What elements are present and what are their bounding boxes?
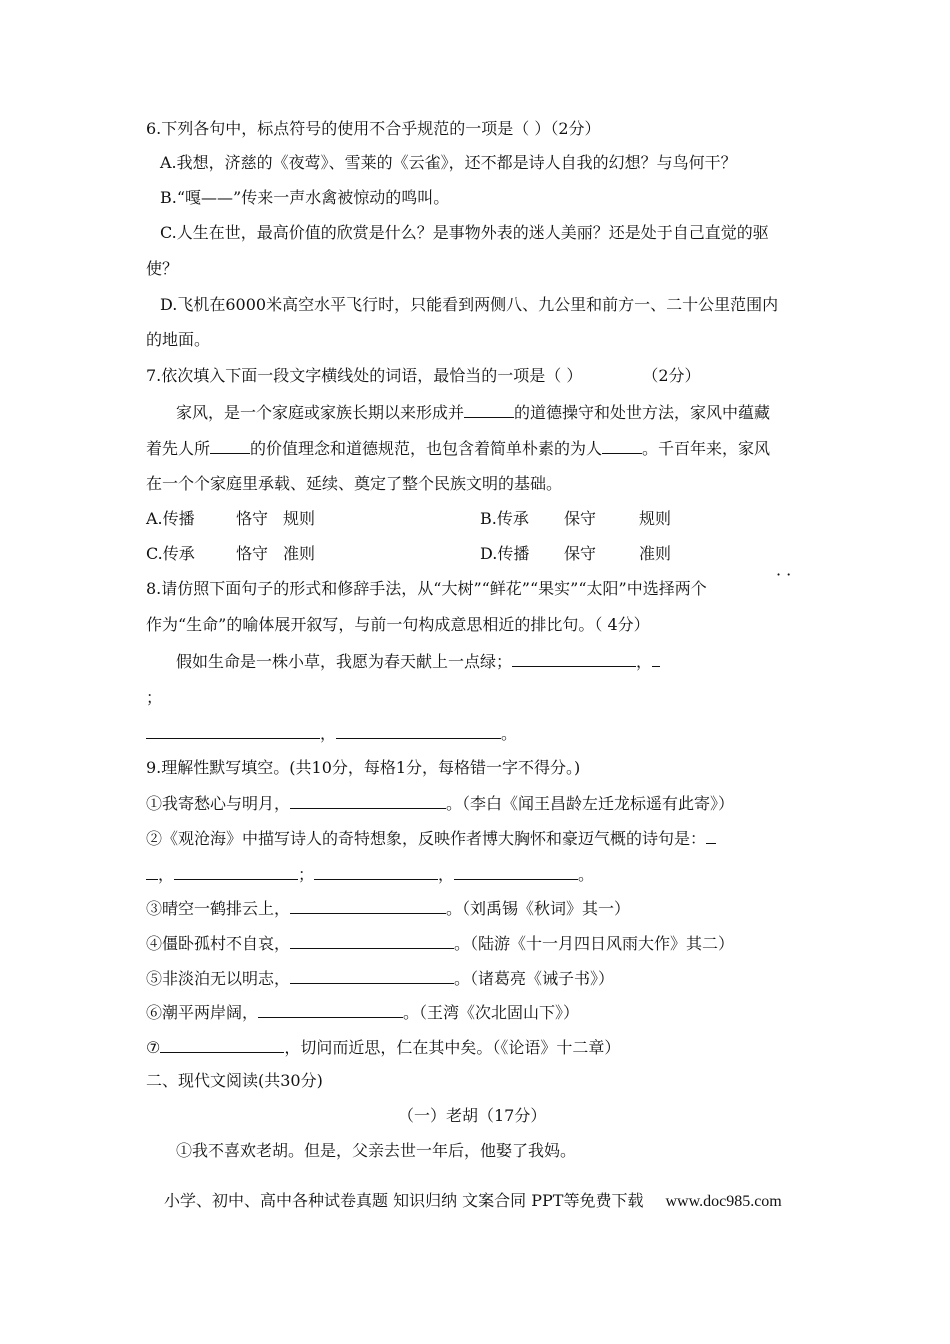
q8-line3 <box>146 722 517 745</box>
q8-blank-4[interactable] <box>336 722 501 739</box>
section-heading: 二、现代文阅读(共30分) <box>146 1071 323 1090</box>
emphasis-dots: · · <box>776 565 792 584</box>
q7-passage-line3: 在一个个家庭里承载、延续、奠定了整个民族文明的基础。 <box>146 474 563 493</box>
q9-item-1 <box>146 792 734 815</box>
option-label: A.传播 <box>146 509 195 528</box>
q9-item-7 <box>146 1036 620 1059</box>
q7-option-c <box>146 543 315 565</box>
q9-blank[interactable] <box>174 863 298 880</box>
punctuation: ； <box>298 865 315 884</box>
option-word: 规则 <box>639 509 672 528</box>
q9-item-2-answers <box>146 863 594 886</box>
q7-blank-3[interactable] <box>602 437 642 454</box>
q6-option-d-line1: D.飞机在6000米高空水平飞行时，只能看到两侧八、九公里和前方一、二十公里范围内 <box>160 295 779 314</box>
punctuation: ， <box>438 865 455 884</box>
footer-text: 小学、初中、高中各种试卷真题 知识归纳 文案合同 PPT等免费下载 <box>164 1191 644 1210</box>
q9-stem: 9.理解性默写填空。(共10分，每格1分，每格错一字不得分。) <box>146 758 581 777</box>
option-word: 准则 <box>639 544 672 563</box>
q7-passage-text: 家风，是一个家庭或家族长期以来形成并 <box>176 403 465 422</box>
q6-option-a: A.我想，济慈的《夜莺》、雪莱的《云雀》，还不都是诗人自我的幻想？与鸟何干？ <box>160 153 737 172</box>
q7-score: （2分） <box>642 366 701 385</box>
q7-stem-text: 7.依次填入下面一段文字横线处的词语，最恰当的一项是（ ） <box>146 366 583 385</box>
q9-blank[interactable] <box>258 1001 403 1018</box>
q9-blank[interactable] <box>290 897 446 914</box>
page-footer <box>164 1190 782 1213</box>
q8-blank-1[interactable] <box>512 650 636 667</box>
q8-blank-2[interactable] <box>652 650 660 667</box>
q7-passage-text: 。千百年来，家风 <box>642 439 771 458</box>
q9-item-2 <box>146 827 716 850</box>
q9-text: ④僵卧孤村不自哀， <box>146 934 291 953</box>
q7-stem <box>146 365 701 387</box>
option-word: 保守 <box>564 509 597 528</box>
q7-passage-text: 的价值理念和道德规范，也包含着简单朴素的为人 <box>250 439 603 458</box>
q7-option-a <box>146 508 315 530</box>
q7-passage-line2 <box>146 437 770 460</box>
q8-blank-3[interactable] <box>146 722 320 739</box>
footer-url[interactable]: www.doc985.com <box>665 1193 782 1210</box>
q9-text: 。（李白《闻王昌龄左迁龙标遥有此寄》） <box>446 794 735 813</box>
q8-stem-line2: 作为“生命”的喻体展开叙写，与前一句构成意思相近的排比句。（ 4分） <box>146 615 650 634</box>
q6-option-c-line2: 使？ <box>146 259 179 278</box>
option-word: 保守 <box>564 544 597 563</box>
q9-blank[interactable] <box>290 932 454 949</box>
q9-blank[interactable] <box>454 863 578 880</box>
q7-passage-text: 的道德操守和处世方法，家风中蕴藏 <box>514 403 771 422</box>
q9-text: 。（王湾《次北固山下》） <box>403 1003 580 1022</box>
q9-item-5 <box>146 967 614 990</box>
punctuation: 。 <box>578 865 595 884</box>
q7-option-d <box>480 543 671 565</box>
q9-blank[interactable] <box>160 1036 284 1053</box>
punctuation: 。 <box>501 724 518 743</box>
q8-semicolon: ； <box>146 688 163 707</box>
q9-text: ③晴空一鹤排云上， <box>146 899 291 918</box>
q9-text: ，切问而近思，仁在其中矣。（《论语》十二章） <box>284 1038 621 1057</box>
q7-passage-text: 着先人所 <box>146 439 211 458</box>
q9-text: ⑤非淡泊无以明志， <box>146 969 291 988</box>
option-label: D.传播 <box>480 544 530 563</box>
q7-blank-2[interactable] <box>210 437 250 454</box>
q9-blank[interactable] <box>290 967 454 984</box>
reading-paragraph-1: ①我不喜欢老胡。但是，父亲去世一年后，他娶了我妈。 <box>176 1141 577 1160</box>
q9-text: ⑥潮平两岸阔， <box>146 1003 259 1022</box>
q9-blank[interactable] <box>290 792 446 809</box>
q7-option-b <box>480 508 671 530</box>
option-label: B.传承 <box>480 509 529 528</box>
option-word: 恪守 <box>236 509 269 528</box>
reading-title: （一）老胡（17分） <box>398 1106 547 1125</box>
q7-passage-line1 <box>176 401 770 424</box>
q6-option-d-line2: 的地面。 <box>146 330 211 349</box>
q9-item-3 <box>146 897 630 920</box>
q6-option-c-line1: C.人生在世，最高价值的欣赏是什么？是事物外表的迷人美丽？还是处于自己直觉的驱 <box>160 223 769 242</box>
q9-blank[interactable] <box>314 863 438 880</box>
q9-blank[interactable] <box>706 827 716 844</box>
q9-text: 。（陆游《十一月四日风雨大作》其二） <box>454 934 735 953</box>
punctuation: ， <box>636 652 653 671</box>
q6-stem: 6.下列各句中，标点符号的使用不合乎规范的一项是（ ）（2分） <box>146 119 601 138</box>
q9-blank[interactable] <box>146 863 158 880</box>
q8-line1 <box>176 650 660 673</box>
q9-text: 。（刘禹锡《秋词》其一） <box>446 899 631 918</box>
q9-text: ①我寄愁心与明月， <box>146 794 291 813</box>
option-word: 规则 <box>283 509 316 528</box>
punctuation: ， <box>320 724 337 743</box>
punctuation: ， <box>158 865 175 884</box>
q9-item-4 <box>146 932 734 955</box>
q9-text: ②《观沧海》中描写诗人的奇特想象，反映作者博大胸怀和豪迈气概的诗句是： <box>146 829 707 848</box>
q9-text: ⑦ <box>146 1038 161 1057</box>
option-word: 准则 <box>283 544 316 563</box>
option-word: 恪守 <box>236 544 269 563</box>
q7-blank-1[interactable] <box>464 401 514 418</box>
q6-option-b: B.“嘎——”传来一声水禽被惊动的鸣叫。 <box>160 188 450 207</box>
q8-sample-sentence: 假如生命是一株小草，我愿为春天献上一点绿； <box>176 652 513 671</box>
q9-item-6 <box>146 1001 579 1024</box>
q9-text: 。（诸葛亮《诫子书》） <box>454 969 615 988</box>
option-label: C.传承 <box>146 544 195 563</box>
q8-stem-line1: 8.请仿照下面句子的形式和修辞手法，从“大树”“鲜花”“果实”“太阳”中选择两个 <box>146 579 707 598</box>
